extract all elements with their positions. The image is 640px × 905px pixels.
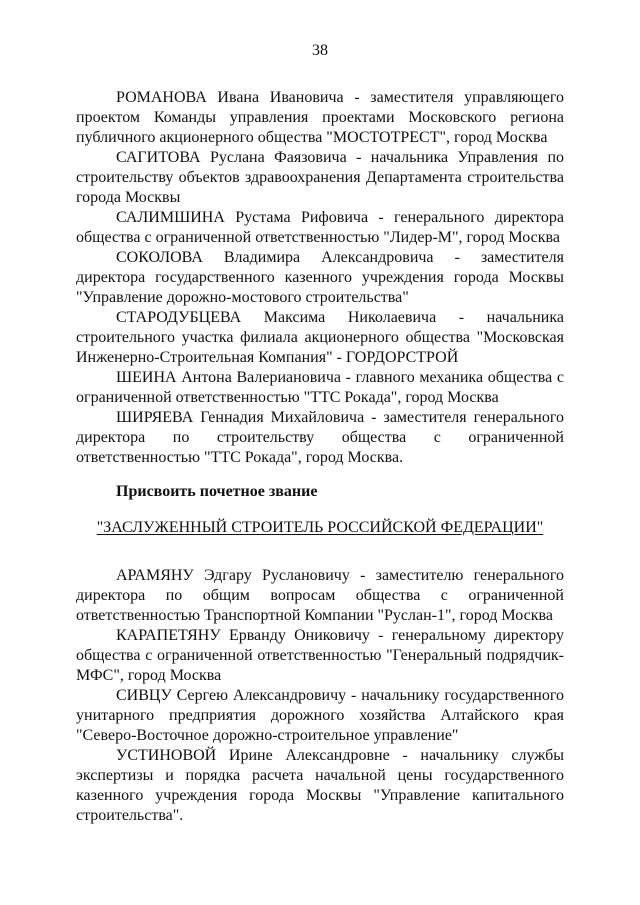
- list-item: ШЕИНА Антона Валериановича - главного механика общества с ограниченной ответственностью "ТТС Рокада", город Москва: [76, 369, 564, 406]
- list-item: КАРАПЕТЯНУ Ерванду Ониковичу - генеральному директору общества с ограниченной ответственностью "Генеральный подрядчик-МФС", город Москва: [76, 627, 564, 684]
- list-item: СОКОЛОВА Владимира Александровича - заместителя директора государственного казенного учреждения города Москвы "Управление дорожно-мостового строительства": [76, 249, 564, 306]
- honorary-title-wrapper: [0, 519, 640, 537]
- list-item: СТАРОДУБЦЕВА Максима Николаевича - начальника строительного участка филиала акционерного общества "Московская Инженерно-Строительная Компания" - ГОРДОРСТРОЙ: [76, 309, 564, 366]
- award-list-continued: [76, 88, 564, 468]
- honorary-title: "ЗАСЛУЖЕННЫЙ СТРОИТЕЛЬ РОССИЙСКОЙ ФЕДЕРАЦИИ": [96, 519, 544, 536]
- list-item: ШИРЯЕВА Геннадия Михайловича - заместителя генерального директора по строительству общества с ограниченной ответственностью "ТТС Рокада", город Москва.: [76, 409, 564, 466]
- list-item: САГИТОВА Руслана Фаязовича - начальника Управления по строительству объектов здравоохранения Департамента строительства города Москвы: [76, 149, 564, 206]
- award-list: [76, 566, 564, 826]
- list-item: РОМАНОВА Ивана Ивановича - заместителя управляющего проектом Команды управления проектами Московского региона публичного акционерного общества "МОСТОТРЕСТ", город Москва: [76, 89, 564, 146]
- list-item: УСТИНОВОЙ Ирине Александровне - начальнику службы экспертизы и порядка расчета начальной цены государственного казенного учреждения города Москвы "Управление капитального строительства".: [76, 747, 564, 824]
- list-item: САЛИМШИНА Рустама Рифовича - генерального директора общества с ограниченной ответственностью "Лидер-М", город Москва: [76, 209, 564, 246]
- section-heading: Присвоить почетное звание: [116, 483, 318, 500]
- list-item: СИВЦУ Сергею Александровичу - начальнику государственного унитарного предприятия дорожного хозяйства Алтайского края "Северо-Восточное дорожно-строительное управление": [76, 687, 564, 744]
- list-item: АРАМЯНУ Эдгару Руслановичу - заместителю генерального директора по общим вопросам общества с ограниченной ответственностью Транспортной Компании "Руслан-1", город Москва: [76, 567, 564, 624]
- page-number: 38: [312, 42, 328, 59]
